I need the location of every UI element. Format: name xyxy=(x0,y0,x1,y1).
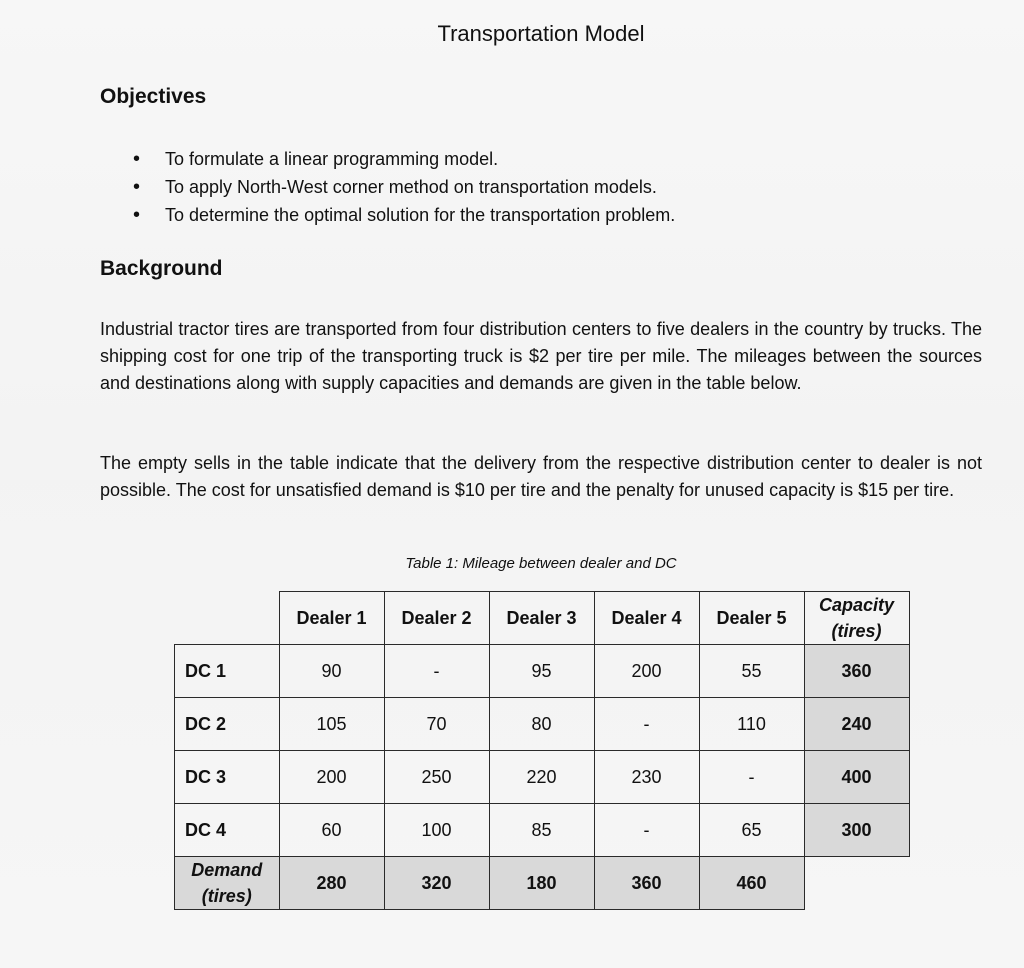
objectives-list xyxy=(130,145,675,229)
table-cell: 220 xyxy=(489,751,594,804)
table-row xyxy=(175,751,910,804)
background-paragraph-2: The empty sells in the table indicate that the delivery from the respective distribution center to dealer is not possible. The cost for unsatisfied demand is $10 per tire and the penalty for unused capacity is $15 per tire. xyxy=(100,453,982,500)
column-header-dealer-3: Dealer 3 xyxy=(489,592,594,645)
table-cell: 60 xyxy=(279,804,384,857)
capacity-cell: 400 xyxy=(804,751,909,804)
column-header-dealer-1: Dealer 1 xyxy=(279,592,384,645)
table-caption: Table 1: Mileage between dealer and DC xyxy=(405,555,677,572)
corner-cell xyxy=(175,592,280,645)
mileage-table xyxy=(174,591,910,910)
table-cell: 250 xyxy=(384,751,489,804)
demand-cell: 180 xyxy=(489,857,594,910)
background-heading: Background xyxy=(100,257,223,280)
table-cell: 95 xyxy=(489,645,594,698)
capacity-unit: (tires) xyxy=(831,621,882,641)
table-cell: 230 xyxy=(594,751,699,804)
column-header-dealer-4: Dealer 4 xyxy=(594,592,699,645)
table-cell: 90 xyxy=(279,645,384,698)
demand-label-text: Demand xyxy=(191,860,263,880)
row-label: DC 4 xyxy=(175,804,280,857)
table-cell: 105 xyxy=(279,698,384,751)
demand-row xyxy=(175,857,910,910)
demand-cell: 360 xyxy=(594,857,699,910)
table-cell: - xyxy=(699,751,804,804)
demand-cell: 460 xyxy=(699,857,804,910)
demand-unit: (tires) xyxy=(201,886,252,906)
column-header-dealer-2: Dealer 2 xyxy=(384,592,489,645)
table-cell: 85 xyxy=(489,804,594,857)
table-cell: - xyxy=(384,645,489,698)
row-label: DC 3 xyxy=(175,751,280,804)
table-row xyxy=(175,698,910,751)
table-row xyxy=(175,645,910,698)
table-cell: 65 xyxy=(699,804,804,857)
capacity-cell: 360 xyxy=(804,645,909,698)
column-header-dealer-5: Dealer 5 xyxy=(699,592,804,645)
page-title: Transportation Model xyxy=(437,21,645,46)
demand-label xyxy=(175,857,280,910)
table-cell: 55 xyxy=(699,645,804,698)
capacity-cell: 240 xyxy=(804,698,909,751)
table-cell: 100 xyxy=(384,804,489,857)
capacity-cell: 300 xyxy=(804,804,909,857)
table-cell: 80 xyxy=(489,698,594,751)
empty-corner-cell xyxy=(804,857,909,910)
objective-item: • To apply North-West corner method on transportation models. xyxy=(130,173,675,201)
column-header-capacity xyxy=(804,592,909,645)
row-label: DC 2 xyxy=(175,698,280,751)
objective-item: • To formulate a linear programming model. xyxy=(130,145,675,173)
table-cell: 200 xyxy=(594,645,699,698)
capacity-label: Capacity xyxy=(818,595,895,615)
demand-cell: 280 xyxy=(279,857,384,910)
table-header-row xyxy=(175,592,910,645)
objective-item: • To determine the optimal solution for the transportation problem. xyxy=(130,201,675,229)
table-cell: - xyxy=(594,804,699,857)
table-row xyxy=(175,804,910,857)
table-cell: 70 xyxy=(384,698,489,751)
table-cell: - xyxy=(594,698,699,751)
table-cell: 200 xyxy=(279,751,384,804)
background-paragraph-1: Industrial tractor tires are transported from four distribution centers to five dealers in the country by trucks. The shipping cost for one trip of the transporting truck is $2 per tire per mile. The mileages between the sources and destinations along with supply capacities and demands are given in the table below. xyxy=(100,319,982,393)
objectives-heading: Objectives xyxy=(100,85,207,108)
row-label: DC 1 xyxy=(175,645,280,698)
table-cell: 110 xyxy=(699,698,804,751)
demand-cell: 320 xyxy=(384,857,489,910)
